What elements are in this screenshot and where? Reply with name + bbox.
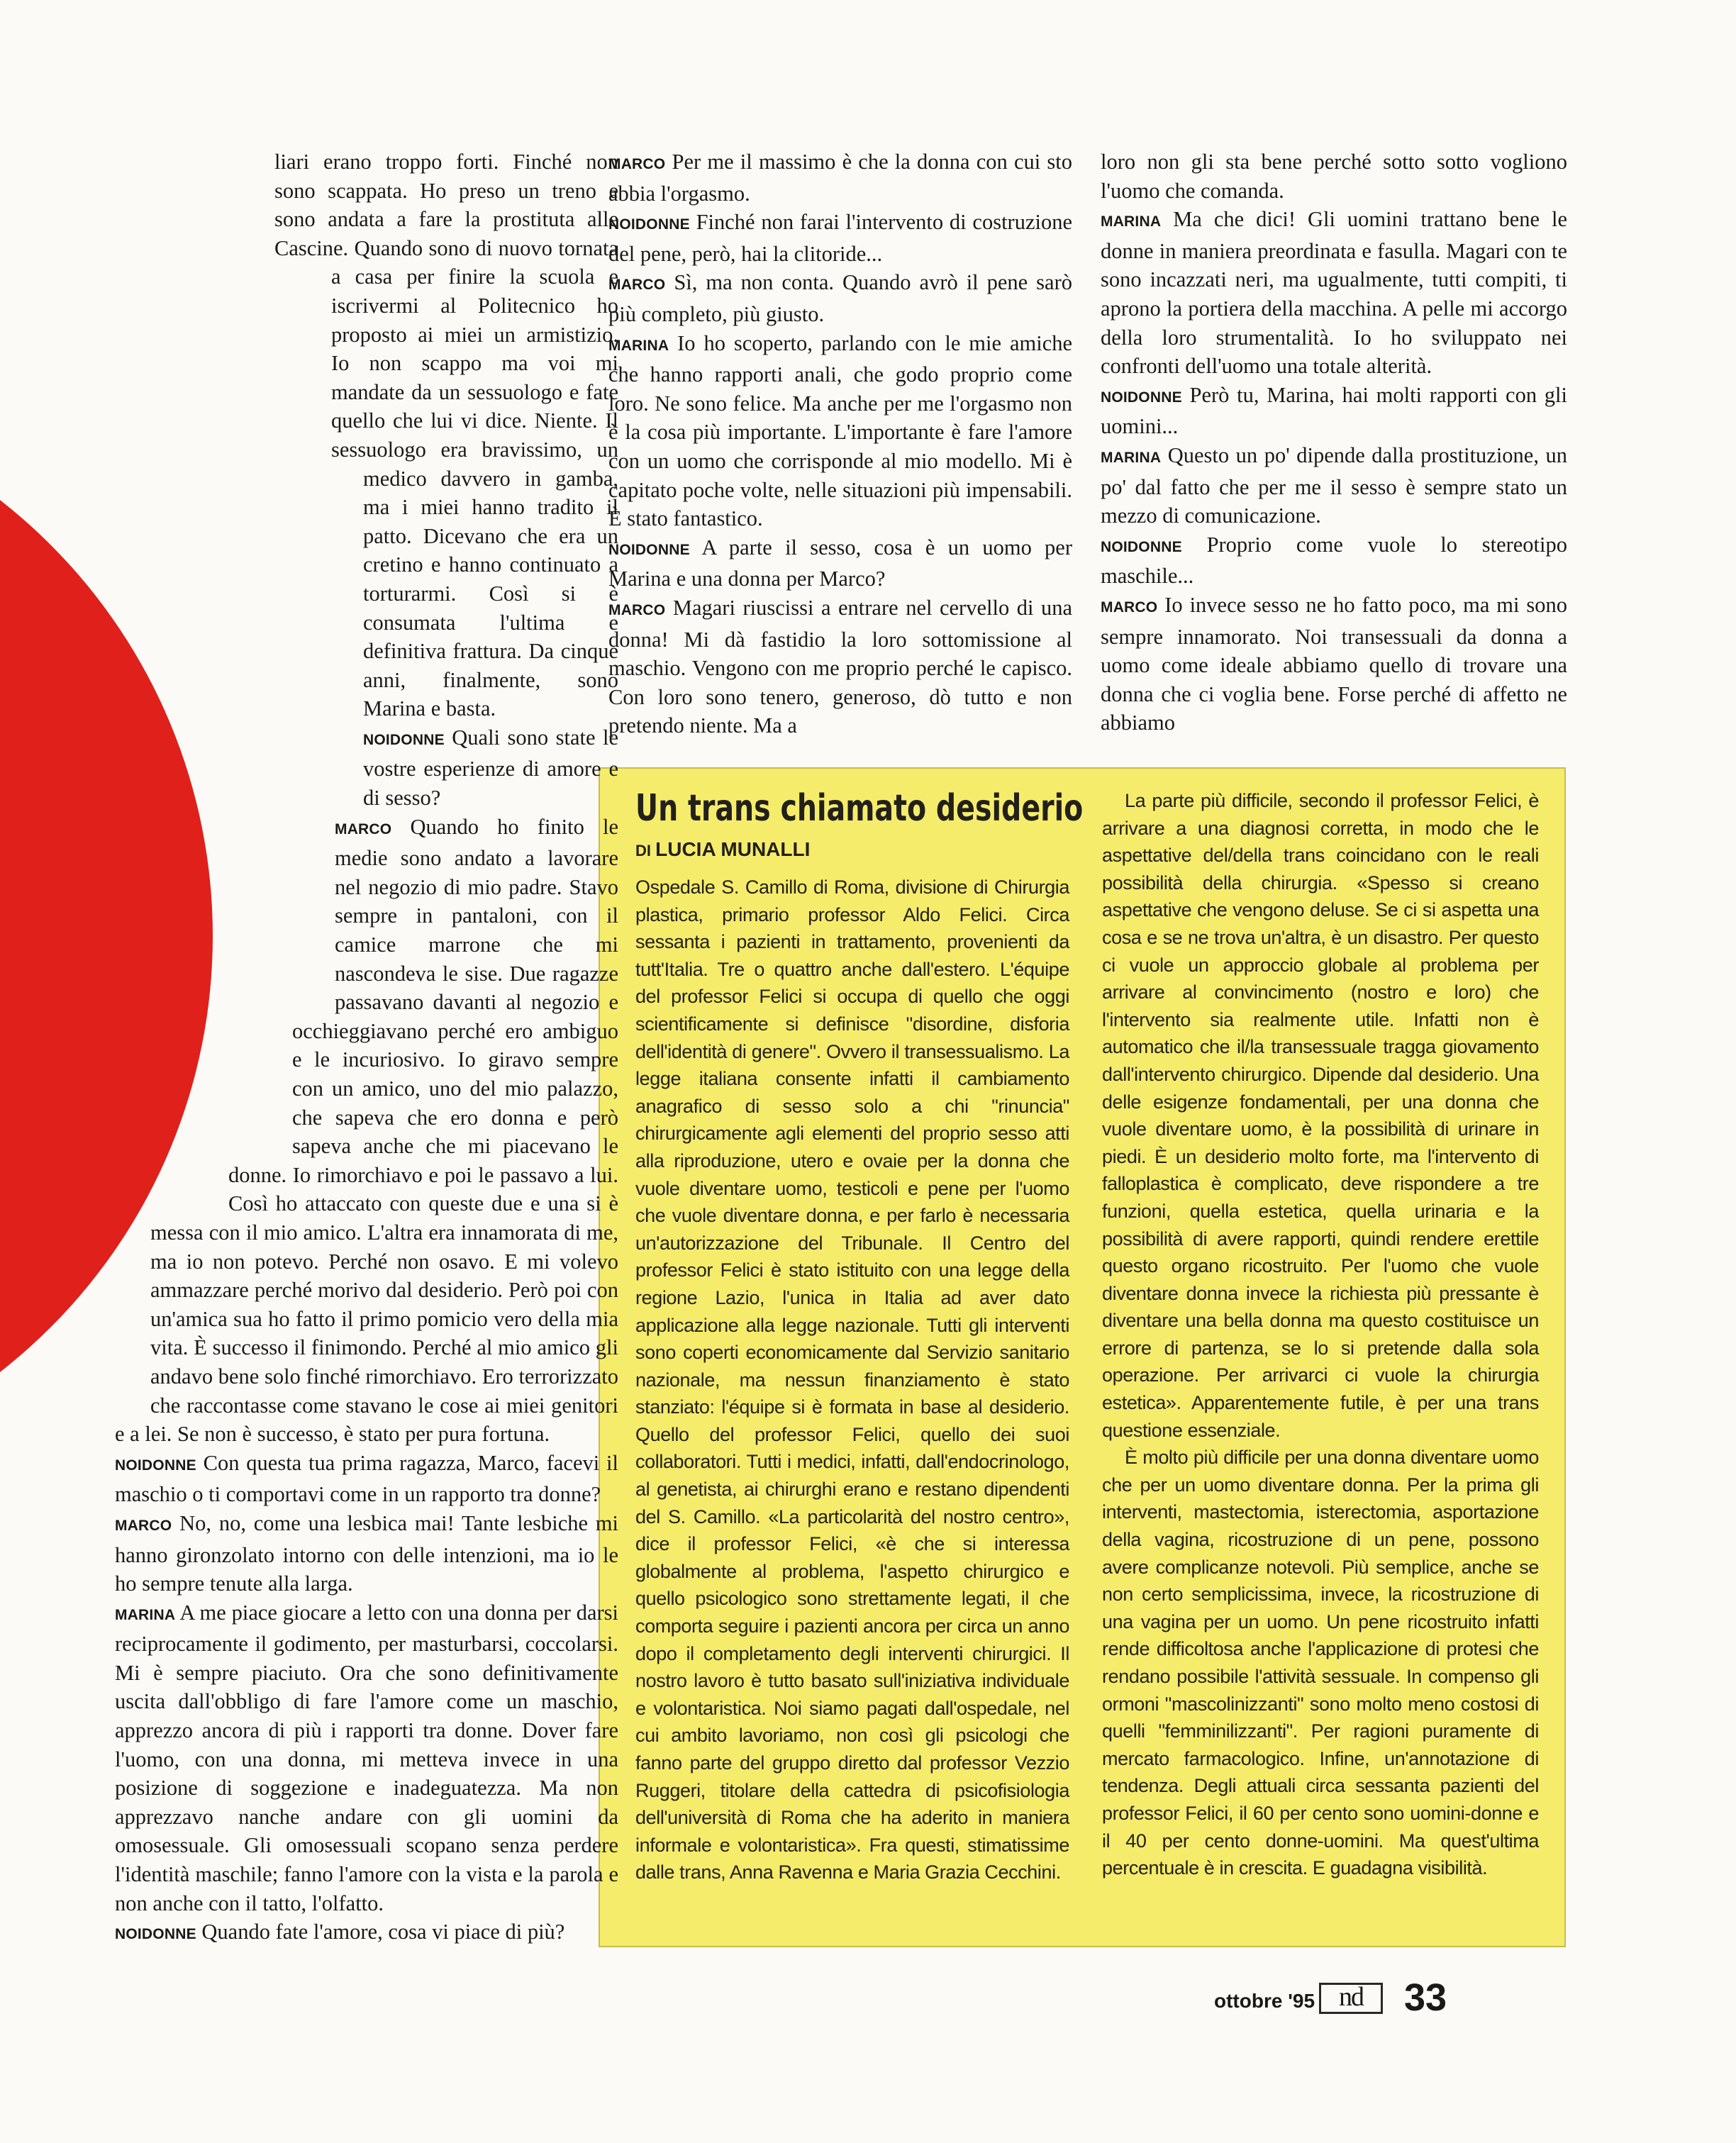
wrap-spacer [115, 488, 363, 800]
paragraph: NOIDONNE Proprio come vuole lo stereotipo maschile... [1101, 532, 1567, 589]
interview-column-2 [608, 147, 1072, 740]
speaker-label: NOIDONNE [115, 1457, 196, 1474]
paragraph: NOIDONNE Quali sono state le vostre esperienze di amore e di sesso? [363, 725, 618, 811]
box-title: Un trans chiamato desiderio [635, 787, 1084, 830]
speaker-label: MARCO [1101, 599, 1158, 616]
speaker-label: MARCO [608, 156, 666, 172]
speaker-label: NOIDONNE [608, 216, 690, 233]
paragraph: NOIDONNE Però tu, Marina, hai molti rapporti con gli uomini... [1101, 382, 1567, 439]
paragraph: NOIDONNE Con questa tua prima ragazza, Marco, facevi il maschio o ti comportavi come in un rapporto tra donne? [115, 1450, 618, 1507]
paragraph: loro non gli sta bene perché sotto sotto vogliono l'uomo che comanda. [1101, 150, 1567, 203]
speaker-label: MARINA [1101, 213, 1162, 230]
speaker-label: NOIDONNE [1101, 538, 1182, 555]
paragraph: NOIDONNE A parte il sesso, cosa è un uomo per Marina e una donna per Marco? [608, 535, 1072, 591]
wrap-spacer [115, 1140, 228, 1197]
paragraph: NOIDONNE Finché non farai l'intervento di costruzione del pene, però, hai la clitoride... [608, 210, 1072, 266]
wrap-spacer [115, 147, 274, 289]
paragraph: liari erano troppo forti. Finché non sono scappata. Ho preso un treno e sono andata a fare la prostituta alle Cascine. Quando sono di nuovo tornata a casa per finire la scuola e iscrivermi al Politecnico ho proposto ai miei un armistizio. Io non scappo ma voi mi mandate da un sessuologo e fate quello che lui vi dice. Niente. Il sessuologo era bravissimo, un medico davvero in gamba, ma i miei hanno tradito il patto. Dicevano che era un cretino e hanno continuato a torturarmi. Così si è consumata l'ultima e definitiva frattura. Da cinque anni, finalmente, sono Marina e basta. [274, 150, 618, 721]
byline [635, 838, 810, 861]
speaker-label: NOIDONNE [115, 1926, 196, 1943]
wrap-spacer [115, 1197, 150, 1410]
speaker-label: MARINA [1101, 449, 1162, 466]
sidebar-box [599, 767, 1566, 1947]
paragraph: MARINA Io ho scoperto, parlando con le mie amiche che hanno rapporti anali, che godo proprio come loro. Ne sono felice. Ma anche per me l'orgasmo non è la cosa più importante. L'importante è fare l'amore con un uomo che corrisponde al mio modello. Mi è capitato poche volte, nelle situazioni più impensabili. È stato fantastico. [608, 330, 1073, 531]
box-paragraph: La parte più difficile, secondo il professor Felici, è arrivare a una diagnosi corretta, in modo che le aspettative del/della trans coincidano con le reali possibilità della chirurgia. «Spesso si creano aspettative che vengono deluse. Se ci si aspetta una cosa e se ne trova un'altra, è un disastro. Per questo ci vuole un approccio globale al problema per arrivare al convincimento (nostro e loro) che l'intervento sia realmente utile. Infatti non è automatico che il/la transessuale tragga giovamento dall'intervento chirurgico. Dipende dal desiderio. Una delle esigenze fondamentali, per una donna che vuole diventare uomo, è la possibilità di urinare in piedi. È un desiderio molto forte, ma l'intervento di falloplastica è complicato, deve rispondere a tre funzioni, quella estetica, quella urinaria e la possibilità di avere rapporti, quindi rendere erettile questo organo ricostruito. Per l'uomo che vuole diventare donna invece la richiesta più pressante è diventare una bella donna ma questo costituisce un errore di partenza, se lo si pretende dalla sola operazione. Per arrivarci ci vuole la chirurgia estetica». Apparentemente futile, è per una trans questione essenziale. [1102, 790, 1539, 1441]
speaker-label: MARCO [115, 1517, 172, 1534]
speaker-label: MARINA [115, 1606, 176, 1623]
paragraph: MARCO Quando ho finito le medie sono andato a lavorare nel negozio di mio padre. Stavo sempre in pantaloni, con il camice marrone che mi nascondeva le sise. Due ragazze passavano davanti al negozio e occhieggiavano perché ero ambiguo e le incuriosivo. Io giravo sempre con un amico, uno del mio palazzo, che sapeva che ero donna e però sapeva anche che mi piacevano le donne. Io rimorchiavo e poi le passavo a lui. Così ho attaccato con queste due e una si è messa con il mio amico. L'altra era innamorata di me, ma io non potevo. Perché non osavo. E mi volevo ammazzare perché morivo dal desiderio. Però poi con un'amica sua ho fatto il primo pomicio vero della mia vita. È successo il finimondo. Perché al mio amico gli andavo bene solo finché rimorchiavo. Ero terrorizzato che raccontasse come stavano le cose ai miei genitori e a lei. Se non è successo, è stato per pura fortuna. [115, 814, 619, 1447]
paragraph: MARCO Io invece sesso ne ho fatto poco, ma mi sono sempre innamorato. Noi transessuali da donna a uomo come ideale abbiamo quello di trovare una donna che ci voglia bene. Forse perché di affetto ne abbiamo [1101, 592, 1568, 735]
paragraph: MARINA Ma che dici! Gli uomini trattano bene le donne in maniera preordinata e fasulla. Magari con te sono incazzati neri, ma ugualmente, tutti compiti, ti aprono la portiera della macchina. A pelle mi accorgo della loro strumentalità. Io ho sviluppato nei confronti dell'uomo una totale alterità. [1101, 207, 1568, 379]
speaker-label: NOIDONNE [363, 731, 445, 748]
box-column-2 [1102, 769, 1539, 1882]
paragraph: NOIDONNE Quando fate l'amore, cosa vi piace di più? [115, 1920, 565, 1944]
box-column-1 [635, 874, 1069, 1886]
speaker-label: MARCO [608, 601, 666, 618]
box-paragraph: È molto più difficile per una donna diventare uomo che per un uomo diventare donna. Per la prima gli interventi, mastectomia, isterectomia, asportazione della vagina, ricostruzione di un pene, possono avere complicanze notevoli. Più semplice, anche se non certo semplicissima, invece, la ricostruzione di una vagina per un uomo. Un pene ricostruito infatti rende difficoltosa anche l'applicazione di protesi che rendano possibile l'attività sessuale. In compenso gli ormoni "mascolinizzanti" sono molto meno costosi di quelli "femminilizzanti". Per ragioni puramente di mercato farmacologico. Infine, un'annotazione di tendenza. Degli attuali circa sessanta pazienti del professor Felici, il 60 per cento sono uomini-donne e il 40 per cento donne-uomini. Ma quest'ultima percentuale è in crescita. E guadagna visibilità. [1102, 1447, 1539, 1879]
paragraph: MARINA Questo un po' dipende dalla prostituzione, un po' dal fatto che per me il sesso è sempre stato un mezzo di comunicazione. [1101, 442, 1567, 528]
wrap-spacer [115, 998, 292, 1140]
interview-column-1 [115, 147, 618, 1949]
speaker-label: NOIDONNE [608, 541, 690, 558]
paragraph: MARCO No, no, come una lesbica mai! Tante lesbiche mi hanno gironzolato intorno con delle intenzioni, ma io le ho sempre tenute alla larga. [115, 1510, 619, 1596]
wrap-spacer [115, 289, 331, 488]
paragraph: MARCO Sì, ma non conta. Quando avrò il pene sarò più completo, più giusto. [608, 270, 1072, 326]
speaker-label: NOIDONNE [1101, 389, 1182, 406]
magazine-logo: nd [1319, 1983, 1383, 2014]
speaker-label: MARCO [608, 277, 666, 294]
paragraph: MARINA A me piace giocare a letto con una donna per darsi reciprocamente il godimento, per masturbarsi, coccolarsi. Mi è sempre piaciuto. Ora che sono definitivamente uscita dall'obbligo di fare l'amore come un maschio, apprezzo ancora di più i rapporti tra donne. Dover fare l'uomo, con una donna, mi metteva invece in una posizione di soggezione e inadeguatezza. Ma non apprezzavo nanche andare con gli uomini da omosessuale. Gli omosessuali scopano senza perdere l'identità maschile; fanno l'amore con la vista e la parola e non anche con il tatto, l'olfatto. [115, 1600, 618, 1915]
paragraph: MARCO Magari riuscissi a entrare nel cervello di una donna! Mi dà fastidio la loro sottomissione al maschio. Vengono con me proprio perché le capisco. Con loro sono tenero, generoso, dò tutto e non pretendo niente. Ma a [608, 595, 1072, 738]
byline-prefix: DI [635, 842, 651, 859]
interview-column-3 [1101, 147, 1567, 737]
byline-author: LUCIA MUNALLI [655, 838, 811, 860]
speaker-label: MARINA [608, 337, 669, 354]
page-number: 33 [1404, 1976, 1447, 2019]
speaker-label: MARCO [335, 820, 392, 837]
wrap-spacer [115, 800, 335, 998]
paragraph: MARCO Per me il massimo è che la donna con cui sto abbia l'orgasmo. [608, 150, 1072, 206]
issue-date: ottobre '95 [1214, 1990, 1315, 2012]
box-paragraph: Ospedale S. Camillo di Roma, divisione di Chirurgia plastica, primario professor Aldo Felici. Circa sessanta i pazienti in trattamento, provenienti da tutt'Italia. Tre o quattro anche dall'estero. L'équipe del professor Felici si occupa di quello che oggi scientificamente si definisce "disordine, disforia dell'identità di genere". Ovvero il transessualismo. La legge italiana consente infatti il cambiamento anagrafico di sesso solo a chi "rinuncia" chirurgicamente agli elementi del proprio sesso atti alla riproduzione, utero e ovaie per la donna che vuole diventare uomo, testicoli e pene per l'uomo che vuole diventare donna, e per farlo è necessaria un'autorizzazione del Tribunale. Il Centro del professor Felici è stato istituito con una legge della regione Lazio, l'unica in Italia ad aver dato applicazione alla legge nazionale. Tutti gli interventi sono coperti economicamente dal Servizio sanitario nazionale, ma nessun finanziamento è stato stanziato: l'équipe si è formata in base al desiderio. Quello del professor Felici, quello dei suoi collaboratori. Tutti i medici, infatti, dall'endocrinologo, al genetista, ai chirurghi erano e restano dipendenti del S. Camillo. «La particolarità del nostro centro», dice il professor Felici, «è che si interessa globalmente al problema, l'aspetto chirurgico e quello psicologico sono strettamente legati, il che comporta seguire i pazienti ancora per circa un anno dopo il completamento degli interventi chirurgici. Il nostro lavoro è tutto basato sull'iniziativa individuale e volontaristica. Noi siamo pagati dall'ospedale, nel cui ambito lavoriamo, non così gli psicologi che fanno parte del gruppo diretto dal professor Vezzio Ruggeri, titolare della cattedra di psicofisiologia dell'università di Roma che ha aderito in maniera informale e volontaristica». Fra questi, stimatissime dalle trans, Anna Ravenna e Maria Grazia Cecchini. [635, 876, 1069, 1883]
